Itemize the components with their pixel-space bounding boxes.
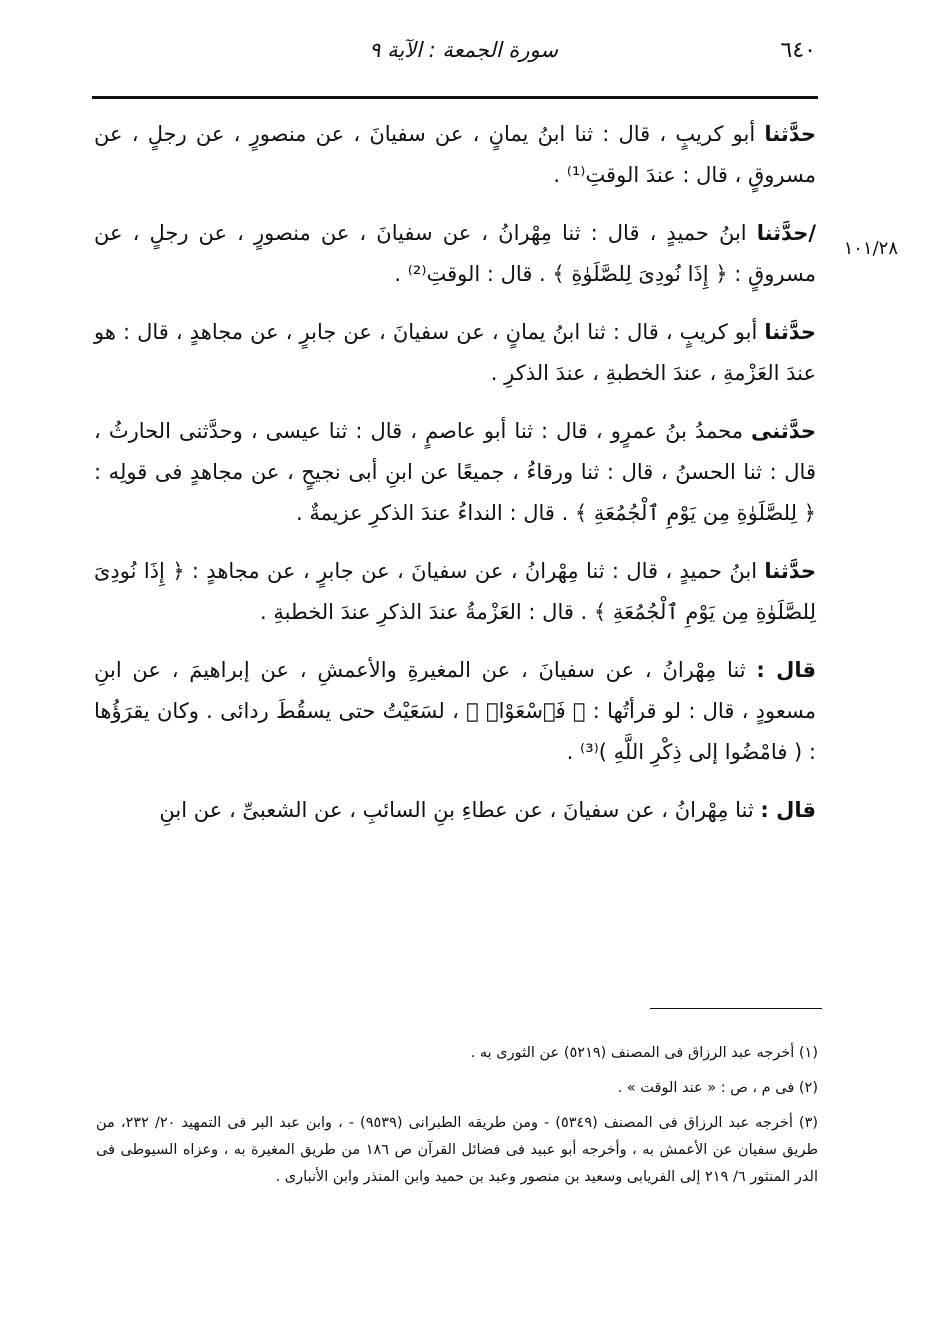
page-header	[92, 30, 816, 92]
page-number: ٦٤٠	[780, 38, 816, 63]
paragraph-lead: حدَّثنى	[751, 419, 816, 443]
paragraph-lead: حدَّثنا	[764, 559, 816, 583]
footnote: (١) أخرجه عبد الرزاق فى المصنف (٥٢١٩) عن الثورى به .	[470, 1045, 818, 1061]
paragraph-text: ابنُ حميدٍ ، قال : ثنا مِهْرانُ ، عن سفيانَ ، عن منصورٍ ، عن رجلٍ ، عن مسروقٍ : ﴿ إِذَا نُودِىَ لِلصَّلَوٰةِ ﴾ . قال : الوقتِ⁽²⁾ .	[94, 221, 816, 286]
footnote-separator	[650, 1008, 822, 1009]
paragraph-text: ثنا مِهْرانُ ، عن سفيانَ ، عن المغيرةِ والأعمشِ ، عن إبراهيمَ ، عن ابنِ مسعودٍ ، قال : لو قرأتُها : ﴿ فَٱسْعَوْا۟ ﴾ ، لسَعَيْتُ حتى يسقُطَ ردائى . وكان يقرَؤُها : ( فامْضُوا إلى ذِكْرِ اللَّهِ )⁽³⁾ .	[94, 658, 816, 764]
paragraph	[94, 312, 816, 394]
paragraph	[94, 114, 816, 196]
paragraph	[94, 790, 816, 831]
paragraph-lead: /حدَّثنا	[756, 221, 816, 245]
margin-reference: ١٠١/٢٨	[843, 238, 898, 259]
paragraph-text: أبو كريبٍ ، قال : ثنا ابنُ يمانٍ ، عن سفيانَ ، عن منصورٍ ، عن رجلٍ ، عن مسروقٍ ، قال : عندَ الوقتِ⁽¹⁾ .	[94, 122, 816, 187]
footnote: (٢) فى م ، ص : « عند الوقت » .	[617, 1080, 818, 1096]
main-text	[94, 114, 816, 848]
paragraph	[94, 213, 816, 295]
paragraph-text: محمدُ بنُ عمرٍو ، قال : ثنا أبو عاصمٍ ، قال : ثنا عيسى ، وحدَّثنى الحارثُ ، قال : ثنا الحسنُ ، قال : ثنا ورقاءُ ، جميعًا عن ابنِ أبى نجيحٍ ، عن مجاهدٍ فى قولِه : ﴿ لِلصَّلَوٰةِ مِن يَوْمِ ٱلْجُمُعَةِ ﴾ . قال : النداءُ عندَ الذكرِ عزيمةٌ .	[94, 419, 816, 525]
running-title: سورة الجمعة : الآية ٩	[369, 38, 558, 62]
header-rule	[92, 96, 818, 99]
paragraph-lead: حدَّثنا	[764, 320, 816, 344]
paragraph-lead: حدَّثنا	[764, 122, 816, 146]
paragraph-lead: قال :	[756, 658, 816, 682]
paragraph-lead: قال :	[760, 798, 816, 822]
footnotes	[96, 1040, 818, 1199]
paragraph-text: ثنا مِهْرانُ ، عن سفيانَ ، عن عطاءِ بنِ السائبِ ، عن الشعبىِّ ، عن ابنِ	[159, 798, 761, 822]
paragraph-text: أبو كريبٍ ، قال : ثنا ابنُ يمانٍ ، عن سفيانَ ، عن جابرٍ ، عن مجاهدٍ ، قال : هو عندَ العَزْمةِ ، عندَ الخطبةِ ، عندَ الذكرِ .	[94, 320, 816, 385]
paragraph	[94, 650, 816, 773]
paragraph-text: ابنُ حميدٍ ، قال : ثنا مِهْرانُ ، عن سفيانَ ، عن جابرٍ ، عن مجاهدٍ : ﴿ إِذَا نُودِىَ لِلصَّلَوٰةِ مِن يَوْمِ ٱلْجُمُعَةِ ﴾ . قال : العَزْمةُ عندَ الذكرِ عندَ الخطبةِ .	[94, 559, 816, 624]
footnote: (٣) أخرجه عبد الرزاق فى المصنف (٥٣٤٩) - ومن طريقه الطبرانى (٩٥٣٩) - ، وابن عبد البر فى التمهيد ٢٠/ ٢٣٢، من طريق سفيان عن الأعمش به ، وأخرجه أبو عبيد فى فضائل القرآن ص ١٨٦ من طريق المغيرة به ، وعزاه السيوطى فى الدر المنثور ٦/ ٢١٩ إلى الفريابى وسعيد بن منصور وعبد بن حميد وابن المنذر وابن الأنبارى .	[96, 1115, 819, 1185]
paragraph	[94, 411, 816, 534]
paragraph	[94, 551, 816, 633]
